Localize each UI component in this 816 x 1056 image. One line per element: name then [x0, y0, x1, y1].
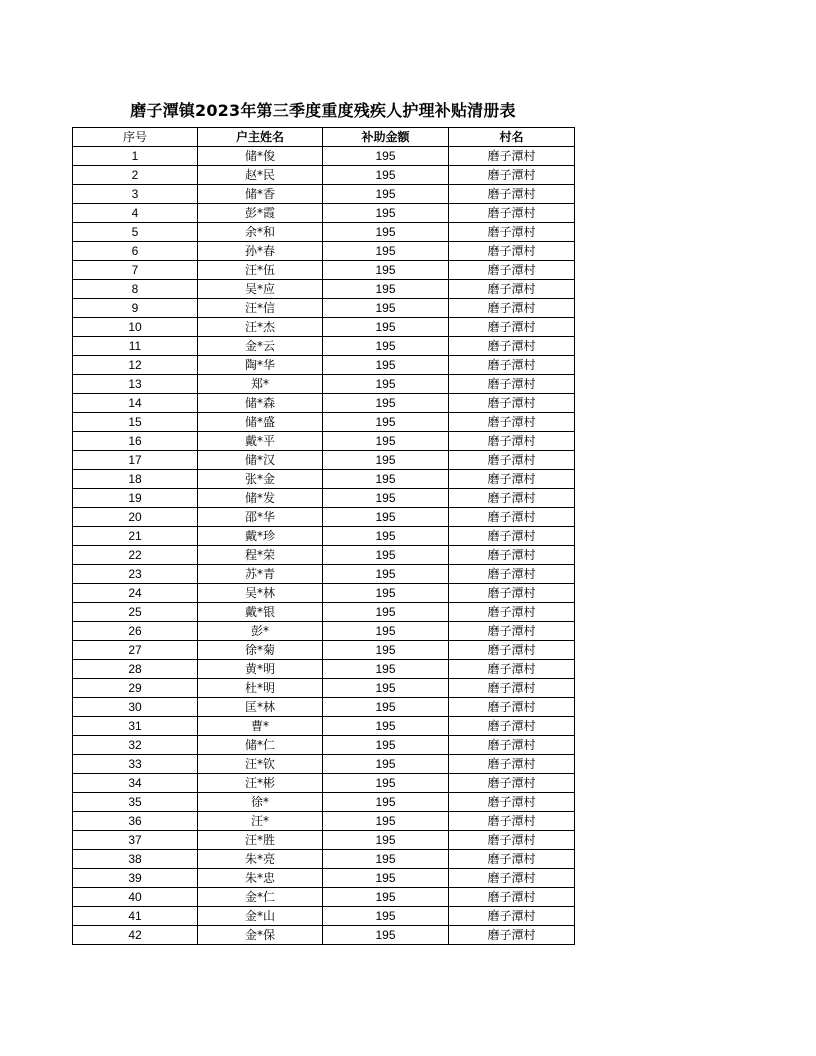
row-village: 磨子潭村 [449, 299, 575, 318]
row-index: 9 [73, 299, 198, 318]
row-name: 苏*青 [198, 565, 323, 584]
row-name: 金*山 [198, 907, 323, 926]
row-index: 36 [73, 812, 198, 831]
row-name: 程*荣 [198, 546, 323, 565]
table-row [73, 717, 575, 736]
row-amount: 195 [323, 584, 449, 603]
row-amount: 195 [323, 622, 449, 641]
row-index: 22 [73, 546, 198, 565]
row-amount: 195 [323, 565, 449, 584]
row-name: 赵*民 [198, 166, 323, 185]
row-amount: 195 [323, 204, 449, 223]
row-amount: 195 [323, 888, 449, 907]
table-row [73, 641, 575, 660]
row-village: 磨子潭村 [449, 641, 575, 660]
row-index: 1 [73, 147, 198, 166]
table-body [73, 147, 575, 945]
row-village: 磨子潭村 [449, 793, 575, 812]
table-row [73, 774, 575, 793]
row-village: 磨子潭村 [449, 831, 575, 850]
table-row [73, 850, 575, 869]
row-index: 29 [73, 679, 198, 698]
row-name: 黄*明 [198, 660, 323, 679]
row-amount: 195 [323, 451, 449, 470]
table-row [73, 432, 575, 451]
row-name: 储*森 [198, 394, 323, 413]
table-row [73, 755, 575, 774]
table-row [73, 907, 575, 926]
row-amount: 195 [323, 793, 449, 812]
row-name: 彭* [198, 622, 323, 641]
row-village: 磨子潭村 [449, 318, 575, 337]
row-amount: 195 [323, 774, 449, 793]
row-name: 金*保 [198, 926, 323, 945]
row-village: 磨子潭村 [449, 432, 575, 451]
row-name: 金*仁 [198, 888, 323, 907]
row-name: 戴*银 [198, 603, 323, 622]
row-name: 陶*华 [198, 356, 323, 375]
row-village: 磨子潭村 [449, 907, 575, 926]
row-village: 磨子潭村 [449, 584, 575, 603]
row-village: 磨子潭村 [449, 166, 575, 185]
row-amount: 195 [323, 261, 449, 280]
row-name: 汪*伍 [198, 261, 323, 280]
row-index: 32 [73, 736, 198, 755]
row-index: 16 [73, 432, 198, 451]
row-index: 4 [73, 204, 198, 223]
row-amount: 195 [323, 394, 449, 413]
row-name: 徐*菊 [198, 641, 323, 660]
header-village: 村名 [449, 128, 575, 147]
row-index: 42 [73, 926, 198, 945]
row-village: 磨子潭村 [449, 622, 575, 641]
row-amount: 195 [323, 926, 449, 945]
row-amount: 195 [323, 717, 449, 736]
row-village: 磨子潭村 [449, 242, 575, 261]
table-row [73, 926, 575, 945]
row-village: 磨子潭村 [449, 394, 575, 413]
row-index: 13 [73, 375, 198, 394]
row-village: 磨子潭村 [449, 413, 575, 432]
row-name: 朱*亮 [198, 850, 323, 869]
table-row [73, 451, 575, 470]
row-amount: 195 [323, 850, 449, 869]
row-amount: 195 [323, 413, 449, 432]
row-amount: 195 [323, 755, 449, 774]
row-village: 磨子潭村 [449, 185, 575, 204]
row-index: 33 [73, 755, 198, 774]
table-row [73, 527, 575, 546]
row-amount: 195 [323, 470, 449, 489]
row-name: 朱*忠 [198, 869, 323, 888]
table-row [73, 508, 575, 527]
row-name: 邵*华 [198, 508, 323, 527]
row-name: 郑* [198, 375, 323, 394]
row-village: 磨子潭村 [449, 261, 575, 280]
row-amount: 195 [323, 508, 449, 527]
row-index: 35 [73, 793, 198, 812]
row-amount: 195 [323, 185, 449, 204]
row-index: 14 [73, 394, 198, 413]
row-village: 磨子潭村 [449, 546, 575, 565]
table-row [73, 793, 575, 812]
row-name: 彭*霞 [198, 204, 323, 223]
row-index: 39 [73, 869, 198, 888]
row-village: 磨子潭村 [449, 470, 575, 489]
row-index: 38 [73, 850, 198, 869]
row-name: 戴*珍 [198, 527, 323, 546]
row-amount: 195 [323, 147, 449, 166]
row-index: 2 [73, 166, 198, 185]
row-index: 37 [73, 831, 198, 850]
table-row [73, 394, 575, 413]
row-village: 磨子潭村 [449, 698, 575, 717]
table-row [73, 679, 575, 698]
row-name: 金*云 [198, 337, 323, 356]
row-index: 8 [73, 280, 198, 299]
row-village: 磨子潭村 [449, 451, 575, 470]
table-row [73, 280, 575, 299]
row-amount: 195 [323, 603, 449, 622]
table-row [73, 204, 575, 223]
row-name: 匡*林 [198, 698, 323, 717]
row-amount: 195 [323, 166, 449, 185]
row-index: 6 [73, 242, 198, 261]
row-index: 24 [73, 584, 198, 603]
header-name: 户主姓名 [198, 128, 323, 147]
table-row [73, 546, 575, 565]
row-index: 15 [73, 413, 198, 432]
table-row [73, 375, 575, 394]
row-village: 磨子潭村 [449, 717, 575, 736]
row-name: 杜*明 [198, 679, 323, 698]
row-amount: 195 [323, 242, 449, 261]
table-row [73, 660, 575, 679]
table-row [73, 584, 575, 603]
row-index: 28 [73, 660, 198, 679]
row-amount: 195 [323, 299, 449, 318]
table-row [73, 413, 575, 432]
table-header-row [73, 128, 575, 147]
table-row [73, 299, 575, 318]
row-name: 储*俊 [198, 147, 323, 166]
row-amount: 195 [323, 907, 449, 926]
table-row [73, 489, 575, 508]
row-village: 磨子潭村 [449, 755, 575, 774]
row-village: 磨子潭村 [449, 508, 575, 527]
row-village: 磨子潭村 [449, 356, 575, 375]
row-index: 19 [73, 489, 198, 508]
row-name: 储*发 [198, 489, 323, 508]
row-index: 26 [73, 622, 198, 641]
row-name: 曹* [198, 717, 323, 736]
row-name: 储*汉 [198, 451, 323, 470]
row-index: 27 [73, 641, 198, 660]
row-village: 磨子潭村 [449, 147, 575, 166]
row-village: 磨子潭村 [449, 774, 575, 793]
row-name: 余*和 [198, 223, 323, 242]
row-name: 汪*钦 [198, 755, 323, 774]
table-row [73, 698, 575, 717]
table-row [73, 242, 575, 261]
row-amount: 195 [323, 280, 449, 299]
row-village: 磨子潭村 [449, 489, 575, 508]
row-village: 磨子潭村 [449, 223, 575, 242]
row-name: 徐* [198, 793, 323, 812]
row-village: 磨子潭村 [449, 280, 575, 299]
table-row [73, 185, 575, 204]
row-amount: 195 [323, 831, 449, 850]
row-index: 12 [73, 356, 198, 375]
row-amount: 195 [323, 527, 449, 546]
row-village: 磨子潭村 [449, 527, 575, 546]
row-index: 23 [73, 565, 198, 584]
table-row [73, 888, 575, 907]
row-name: 储*盛 [198, 413, 323, 432]
row-index: 20 [73, 508, 198, 527]
row-index: 3 [73, 185, 198, 204]
row-village: 磨子潭村 [449, 926, 575, 945]
row-index: 40 [73, 888, 198, 907]
row-village: 磨子潭村 [449, 869, 575, 888]
row-index: 25 [73, 603, 198, 622]
row-index: 18 [73, 470, 198, 489]
row-index: 17 [73, 451, 198, 470]
row-name: 吴*应 [198, 280, 323, 299]
row-amount: 195 [323, 432, 449, 451]
row-amount: 195 [323, 337, 449, 356]
row-amount: 195 [323, 489, 449, 508]
row-village: 磨子潭村 [449, 337, 575, 356]
row-amount: 195 [323, 546, 449, 565]
table-row [73, 736, 575, 755]
row-amount: 195 [323, 375, 449, 394]
row-index: 7 [73, 261, 198, 280]
row-index: 31 [73, 717, 198, 736]
table-row [73, 831, 575, 850]
row-name: 张*金 [198, 470, 323, 489]
row-index: 5 [73, 223, 198, 242]
row-name: 汪* [198, 812, 323, 831]
row-name: 汪*杰 [198, 318, 323, 337]
row-village: 磨子潭村 [449, 736, 575, 755]
row-village: 磨子潭村 [449, 888, 575, 907]
row-name: 孙*春 [198, 242, 323, 261]
row-village: 磨子潭村 [449, 850, 575, 869]
row-name: 戴*平 [198, 432, 323, 451]
row-index: 34 [73, 774, 198, 793]
table-row [73, 869, 575, 888]
row-village: 磨子潭村 [449, 679, 575, 698]
table-row [73, 470, 575, 489]
row-amount: 195 [323, 679, 449, 698]
row-name: 吴*林 [198, 584, 323, 603]
row-name: 汪*彬 [198, 774, 323, 793]
row-village: 磨子潭村 [449, 565, 575, 584]
row-name: 储*香 [198, 185, 323, 204]
row-amount: 195 [323, 223, 449, 242]
row-village: 磨子潭村 [449, 204, 575, 223]
table-row [73, 356, 575, 375]
row-village: 磨子潭村 [449, 375, 575, 394]
row-amount: 195 [323, 641, 449, 660]
table-row [73, 166, 575, 185]
row-village: 磨子潭村 [449, 603, 575, 622]
header-index: 序号 [73, 128, 198, 147]
row-name: 汪*胜 [198, 831, 323, 850]
table-row [73, 622, 575, 641]
row-village: 磨子潭村 [449, 660, 575, 679]
row-amount: 195 [323, 318, 449, 337]
table-row [73, 337, 575, 356]
row-village: 磨子潭村 [449, 812, 575, 831]
table-row [73, 318, 575, 337]
page-title: 磨子潭镇2023年第三季度重度残疾人护理补贴清册表 [130, 101, 516, 120]
row-index: 41 [73, 907, 198, 926]
table-row [73, 565, 575, 584]
row-name: 汪*信 [198, 299, 323, 318]
row-amount: 195 [323, 736, 449, 755]
row-amount: 195 [323, 660, 449, 679]
row-index: 11 [73, 337, 198, 356]
subsidy-roster-table [72, 127, 575, 945]
header-amount: 补助金额 [323, 128, 449, 147]
table-row [73, 812, 575, 831]
table-row [73, 223, 575, 242]
row-amount: 195 [323, 812, 449, 831]
row-index: 21 [73, 527, 198, 546]
row-index: 30 [73, 698, 198, 717]
table-row [73, 261, 575, 280]
row-index: 10 [73, 318, 198, 337]
row-amount: 195 [323, 356, 449, 375]
row-amount: 195 [323, 869, 449, 888]
table-row [73, 147, 575, 166]
row-name: 储*仁 [198, 736, 323, 755]
table-row [73, 603, 575, 622]
row-amount: 195 [323, 698, 449, 717]
